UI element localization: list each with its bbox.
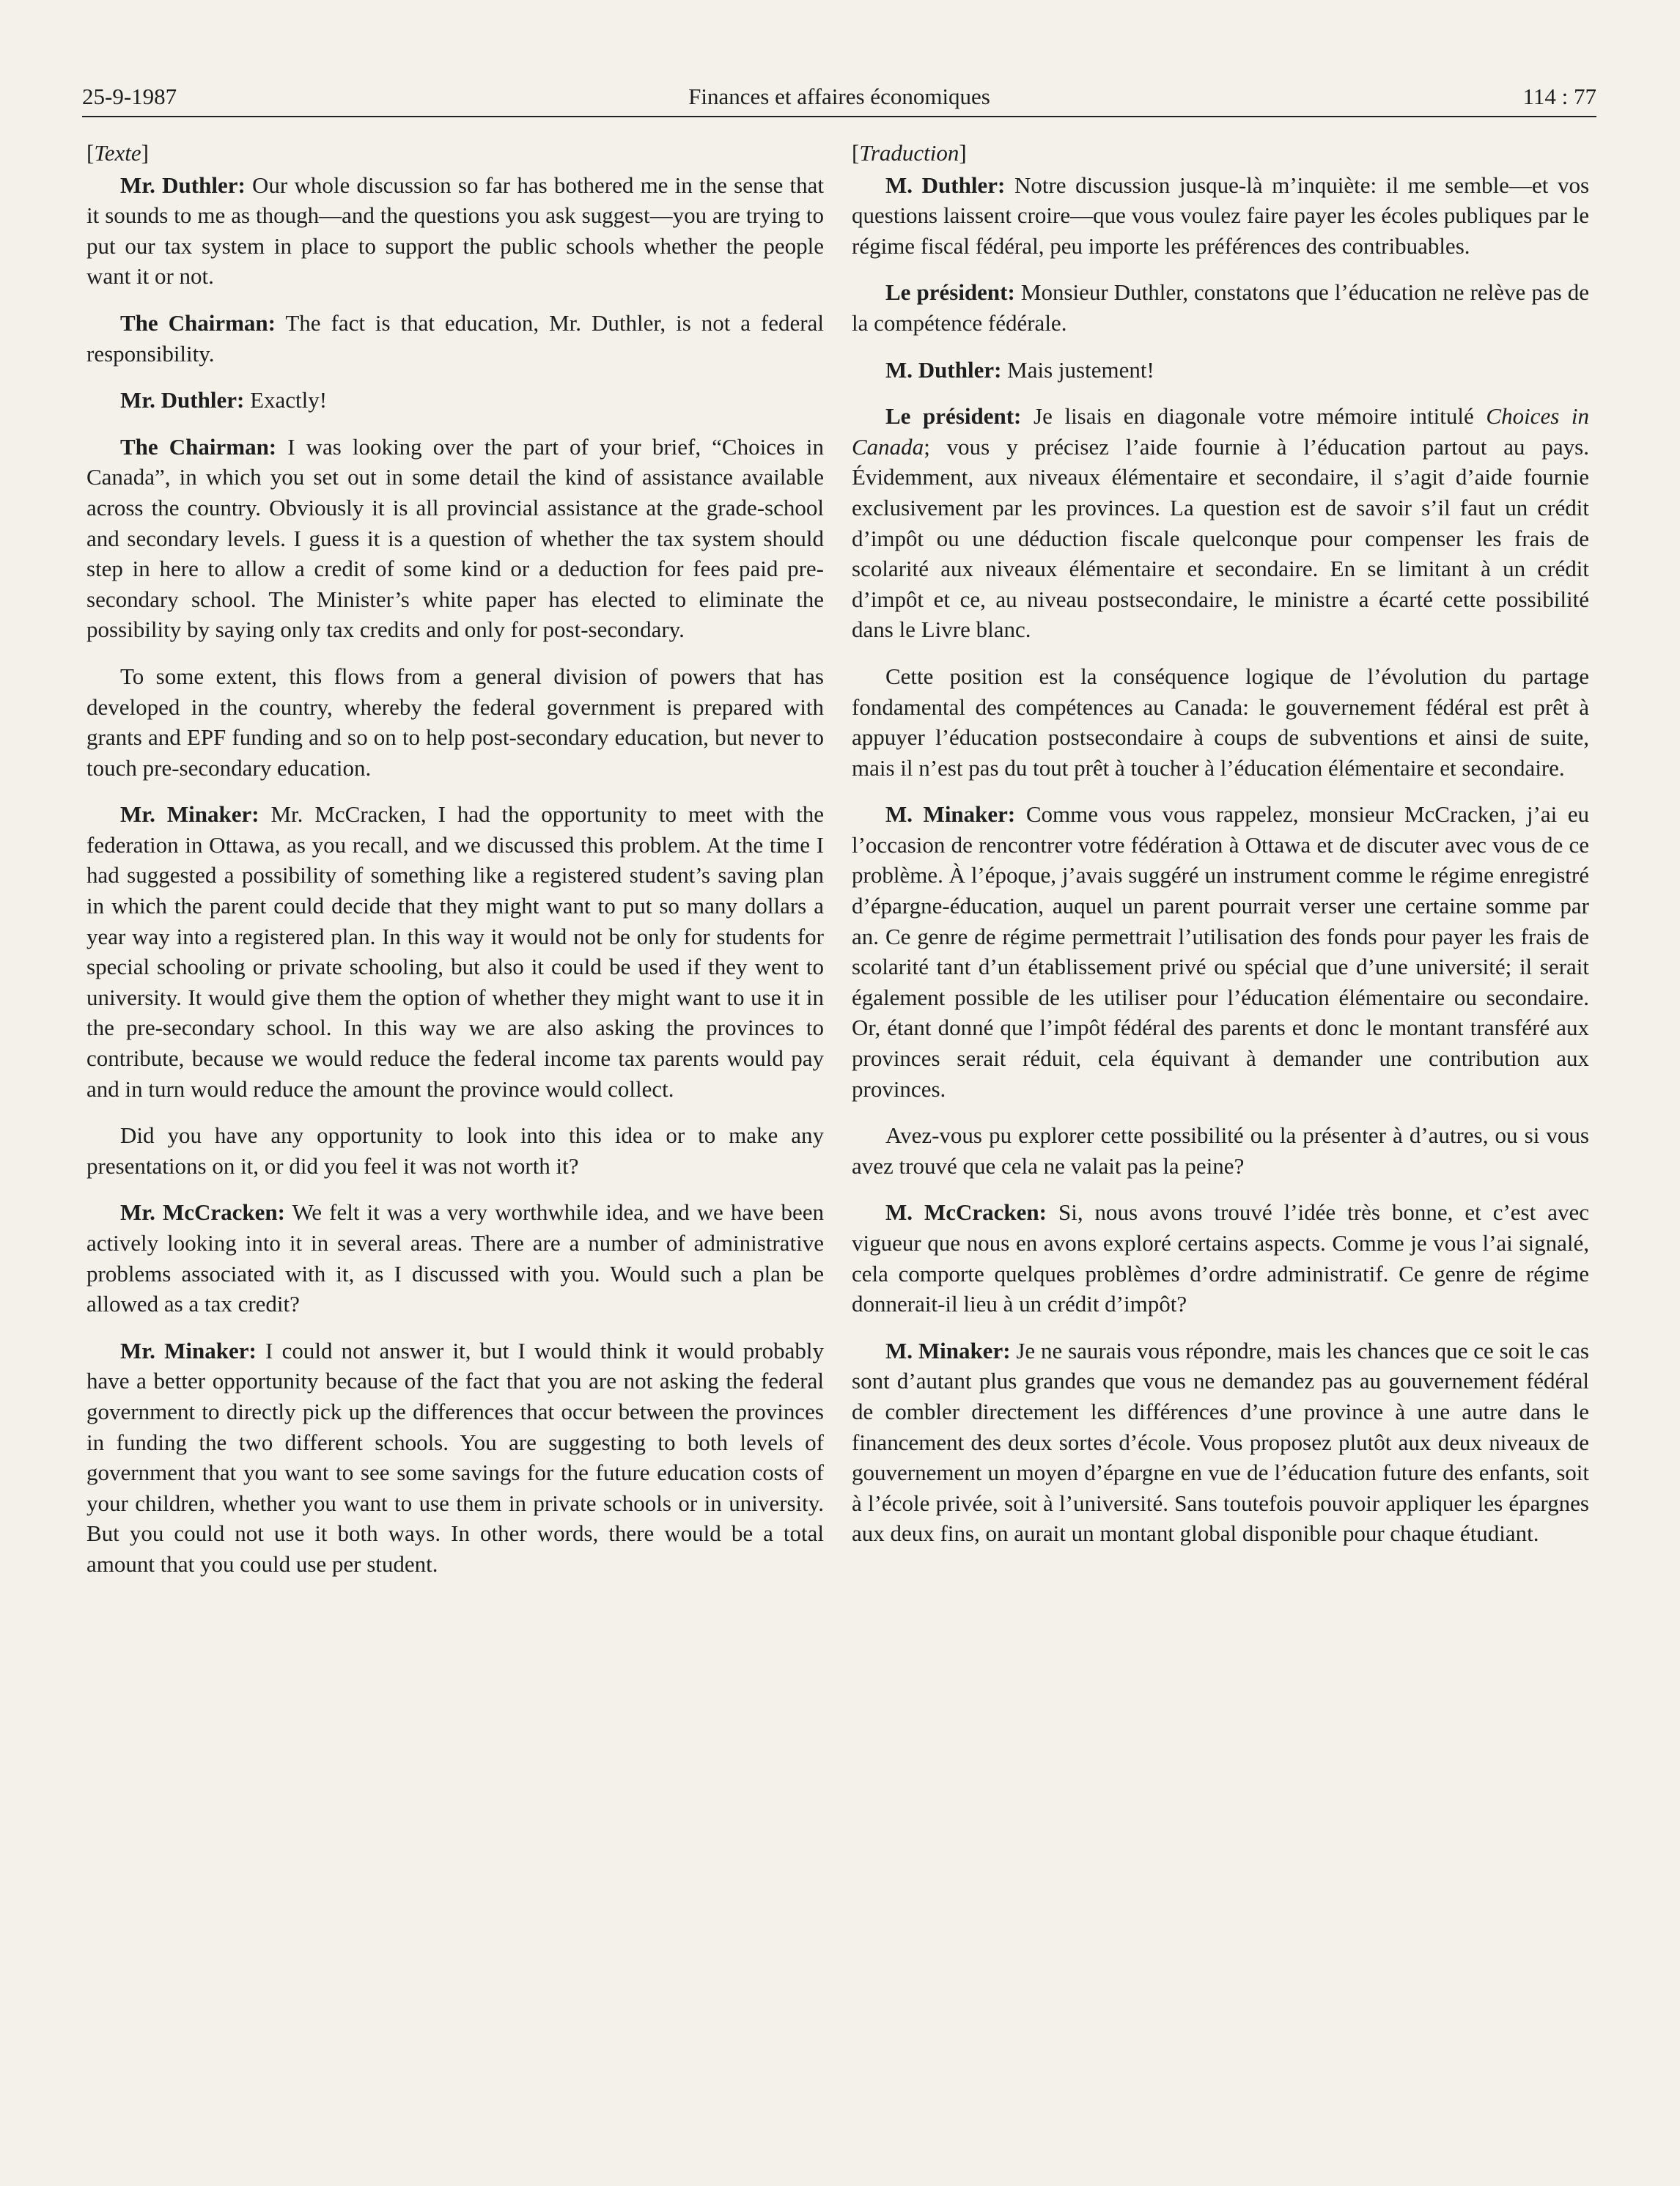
paragraph: M. Duthler: Mais justement! <box>885 356 1154 383</box>
section-tag: [Traduction] <box>852 140 967 166</box>
paragraph: Cette position est la conséquence logique de l’évolution du partage fondamental des compétences au Canada: le gouvernement fédéral est prêt à appuyer l’éducation postsecondaire à coups de subventions et ainsi de suite, mais il n’est pas du tout prêt à toucher à l’éducation élémentaire et secondaire. <box>852 663 1589 781</box>
paragraph: M. Duthler: Notre discussion jusque-là m’inquiète: il me semble—et vos questions laissent croire—que vous voulez faire payer les écoles publiques par le régime fiscal fédéral, peu importe les préférences des contribuables. <box>852 172 1590 259</box>
paragraph: Mr. Duthler: Our whole discussion so far has bothered me in the sense that it sounds to me as though—and the questions you ask suggest—you are trying to put our tax system in place to support the public schools whether the people want it or not. <box>86 172 824 290</box>
paragraph: Mr. Duthler: Exactly! <box>120 387 328 413</box>
paragraph: To some extent, this flows from a general division of powers that has developed in the country, whereby the federal government is prepared with grants and EPF funding and so on to help post-secondary education, but never to touch pre-secondary education. <box>86 663 824 781</box>
header-title: Finances et affaires économiques <box>688 84 990 109</box>
section-tag: [Texte] <box>86 140 149 166</box>
paragraph: Mr. Minaker: I could not answer it, but I would think it would probably have a better opportunity because of the fact that you are not asking the federal government to directly pick up the differences that occur between the provinces in funding the two different schools. You are suggesting to both levels of government that you want to see some savings for the future education costs of your children, whether you want to use them in private schools or in university. But you could not use it both ways. In other words, there would be a total amount that you could use per student. <box>86 1337 824 1577</box>
paragraph: M. Minaker: Comme vous vous rappelez, monsieur McCracken, j’ai eu l’occasion de rencontrer votre fédération à Ottawa et de discuter avec vous de ce problème. À l’époque, j’avais suggéré un instrument comme le régime enregistré d’épargne-éducation, auquel un parent pourrait verser une certaine somme par an. Ce genre de régime permettrait l’utilisation des fonds pour payer les frais de scolarité tant d’un établissement privé ou spécial que d’une université; il serait également possible de les utiliser pour l’éducation élémentaire ou secondaire. Or, étant donné que l’impôt fédéral des parents et donc le montant transféré aux provinces serait réduit, cela équivant à demander une contribution aux provinces. <box>852 801 1589 1102</box>
speaker: The Chairman: <box>120 309 276 336</box>
speaker: M. Duthler: <box>885 172 1006 198</box>
speaker: Mr. Duthler: <box>120 172 246 198</box>
speaker: Mr. Duthler: <box>120 387 245 413</box>
speaker: Le président: <box>885 279 1015 306</box>
running-header <box>82 79 1596 117</box>
paragraph: Did you have any opportunity to look into this idea or to make any presentations on it, or did you feel it was not worth it? <box>86 1122 824 1179</box>
paragraph: Le président: Monsieur Duthler, constatons que l’éducation ne relève pas de la compétence fédérale. <box>852 279 1590 336</box>
header-page-number: 114 : 77 <box>1522 84 1596 109</box>
speaker: Mr. McCracken: <box>120 1199 285 1226</box>
paragraph: M. McCracken: Si, nous avons trouvé l’idée très bonne, et c’est avec vigueur que nous en avons exploré certains aspects. Comme je vous l’ai signalé, cela comporte quelques problèmes d’ordre administratif. Ce genre de régime donnerait-il lieu à un crédit d’impôt? <box>852 1199 1589 1317</box>
speaker: M. Minaker: <box>885 801 1016 828</box>
english-column <box>86 138 824 1596</box>
paragraph: Le président: Je lisais en diagonale votre mémoire intitulé Choices in Canada; vous y précisez l’aide fournie à l’éducation partout au pays. Évidemment, aux niveaux élémentaire et secondaire, il s’agit d’aide fournie exclusivement par les provinces. La question est de savoir s’il faut un crédit d’impôt ou une déduction fiscale quelconque pour compenser les frais de scolarité aux niveaux élémentaire et secondaire. En se limitant à un crédit d’impôt et ce, au niveau postsecondaire, le ministre a écarté cette possibilité dans le Livre blanc. <box>852 403 1589 643</box>
french-column <box>852 138 1589 1565</box>
speaker: Le président: <box>885 403 1022 430</box>
speaker: Mr. Minaker: <box>120 1337 257 1364</box>
speaker: The Chairman: <box>120 433 277 460</box>
header-date: 25-9-1987 <box>82 84 177 109</box>
paragraph: Mr. McCracken: We felt it was a very worthwhile idea, and we have been actively looking into it in several areas. There are a number of administrative problems associated with it, as I discussed with you. Would such a plan be allowed as a tax credit? <box>86 1199 824 1317</box>
speaker: M. Duthler: <box>885 356 1002 383</box>
paragraph: The Chairman: I was looking over the part of your brief, “Choices in Canada”, in which you set out in some detail the kind of assistance available across the country. Obviously it is all provincial assistance at the grade-school and secondary levels. I guess it is a question of whether the tax system should step in here to allow a credit of some kind or a deduction for fees paid pre-secondary school. The Minister’s white paper has elected to eliminate the possibility by saying only tax credits and only for post-secondary. <box>86 433 824 643</box>
speaker: M. McCracken: <box>885 1199 1047 1226</box>
paragraph: Mr. Minaker: Mr. McCracken, I had the opportunity to meet with the federation in Ottawa, as you recall, and we discussed this problem. At the time I had suggested a possibility of something like a registered student’s saving plan in which the parent could decide that they might want to put so many dollars a year way into a registered plan. In this way it would not be only for students for special schooling or private schooling, but also it could be used if they went to university. It would give them the option of whether they might want to use it in the pre-secondary school. In this way we are also asking the provinces to contribute, because we would reduce the federal income tax parents would pay and in turn would reduce the amount the province would collect. <box>86 801 824 1102</box>
speaker: Mr. Minaker: <box>120 801 259 828</box>
document-title: Choices in Canada <box>852 403 1589 460</box>
speaker: M. Minaker: <box>885 1337 1011 1364</box>
paragraph: The Chairman: The fact is that education, Mr. Duthler, is not a federal responsibility. <box>86 309 824 367</box>
paragraph: M. Minaker: Je ne saurais vous répondre, mais les chances que ce soit le cas sont d’autant plus grandes que vous ne demandez pas au gouvernement fédéral de combler directement les différences d’une province à une autre dans le financement des deux sortes d’école. Vous proposez plutôt aux deux niveaux de gouvernement un moyen d’épargne en vue de l’éducation future des enfants, soit à l’école privée, soit à l’université. Sans toutefois pouvoir appliquer les épargnes aux deux fins, on aurait un montant global disponible pour chaque étudiant. <box>852 1337 1589 1547</box>
paragraph: Avez-vous pu explorer cette possibilité ou la présenter à d’autres, ou si vous avez trouvé que cela ne valait pas la peine? <box>852 1122 1589 1179</box>
